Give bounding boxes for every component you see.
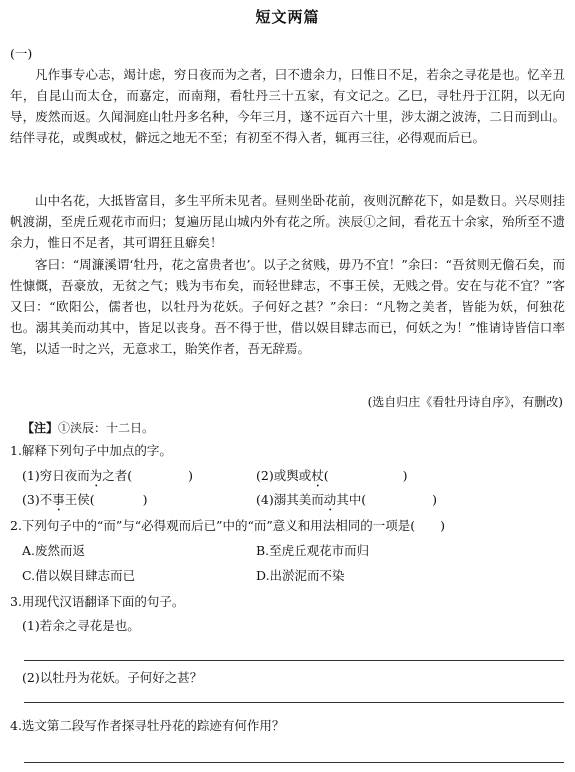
option-c[interactable]: C.借以娱目肆志而已 (22, 568, 136, 583)
question-4-stem: 4.选文第二段写作者探寻牡丹花的踪迹有何作用？ (10, 718, 285, 733)
item-text: (1)穷日夜而 (22, 468, 90, 483)
note-label: 【注】 (22, 421, 59, 435)
question-1-item (256, 490, 437, 514)
dotted-char: 杖 (311, 468, 324, 483)
footnote (22, 419, 154, 436)
item-text: ) (432, 492, 438, 507)
option-a[interactable]: A.废然而返 (22, 543, 86, 558)
item-text: ) (188, 468, 194, 483)
item-text: (4)溺其美而 (256, 492, 324, 507)
dotted-char: 事 (52, 492, 65, 507)
question-1-stem: 1.解释下列句子中加点的字。 (10, 443, 172, 458)
item-text: (3)不 (22, 492, 53, 507)
page-title: 短文两篇 (255, 8, 320, 26)
question-3-item-1: (1)若余之寻花是也。 (22, 618, 140, 633)
item-text: ) (142, 492, 148, 507)
question-1-item (22, 466, 193, 490)
paragraph-1: 凡作事专心志，竭计虑，穷日夜而为之者，曰不遗余力，曰惟日不足，若余之寻花是也。忆辛丑年，自昆山而太仓，而嘉定，而南翔，看牡丹三十五家，有文记之。乙巳，寻牡丹于江阴，以无向导，废然而返。久闻洞庭山牡丹多名种，今年三月，遂不远百六十里，涉太湖之波涛，二日而到山。结伴寻花，或舆或杖，僻远之地无不至；有初至不得入者，辄再三往，必得观而后已。 (10, 67, 565, 145)
paragraph-2: 山中名花，大抵皆富目，多生平所未见者。昼则坐卧花前，夜则沉醉花下，如是数日。兴尽则挂帆渡湖，至虎丘观花市而归；复遍历昆山城内外有花之所。浃辰①之间，看花五十余家，殆所至不遗余力，惟日不足者，其可谓狂且癖矣！ (10, 193, 565, 250)
item-text: (2)或舆或 (256, 468, 312, 483)
question-1-item (22, 490, 148, 514)
option-b[interactable]: B.至虎丘观花市而归 (256, 543, 370, 558)
answer-line[interactable] (24, 702, 564, 703)
item-text: 其中( (336, 492, 367, 507)
item-text: ( (323, 468, 329, 483)
question-2-stem: 2.下列句子中的“而”与“必得观而后已”中的“而”意义和用法相同的一项是( ) (10, 518, 446, 533)
option-d[interactable]: D.出淤泥而不染 (256, 568, 345, 583)
question-3-item-2: (2)以牡丹为花妖。子何好之甚？ (22, 670, 203, 685)
paragraph-3: 客曰：“周濂溪谓‘牡丹，花之富贵者也’。以子之贫贱，毋乃不宜！”余曰：“吾贫则无儋石矣，而性慷慨，吾豪放，无贫之气；贱为韦布矣，而轻世肆志，不事王侯，无贱之骨。安在与花不宜？”客又曰：“欧阳公，儒者也，以牡丹为花妖。子何好之甚？”余曰：“凡物之美者，皆能为妖，何独花也。溺其美而动其中，皆足以丧身。吾不得于世，借以娱目肆志而已，何妖之为！”惟请诗皆信口率笔，以适一时之兴，无意求工，貽笑作者，吾无辞焉。 (10, 257, 565, 356)
dotted-char: 为 (89, 468, 103, 483)
question-1-item (256, 466, 408, 490)
source-citation: (选自归庄《看牡丹诗自序》，有删改) (367, 395, 563, 409)
answer-line[interactable] (24, 762, 564, 763)
item-text: ) (402, 468, 408, 483)
question-3-stem: 3.用现代汉语翻译下面的句子。 (10, 594, 185, 609)
item-text: 王侯( (64, 492, 95, 507)
item-text: 之者( (102, 468, 133, 483)
section-label: (一) (10, 46, 33, 61)
dotted-char: 动 (323, 492, 337, 507)
answer-line[interactable] (24, 660, 564, 661)
note-text: ①浃辰：十二日。 (58, 421, 155, 435)
